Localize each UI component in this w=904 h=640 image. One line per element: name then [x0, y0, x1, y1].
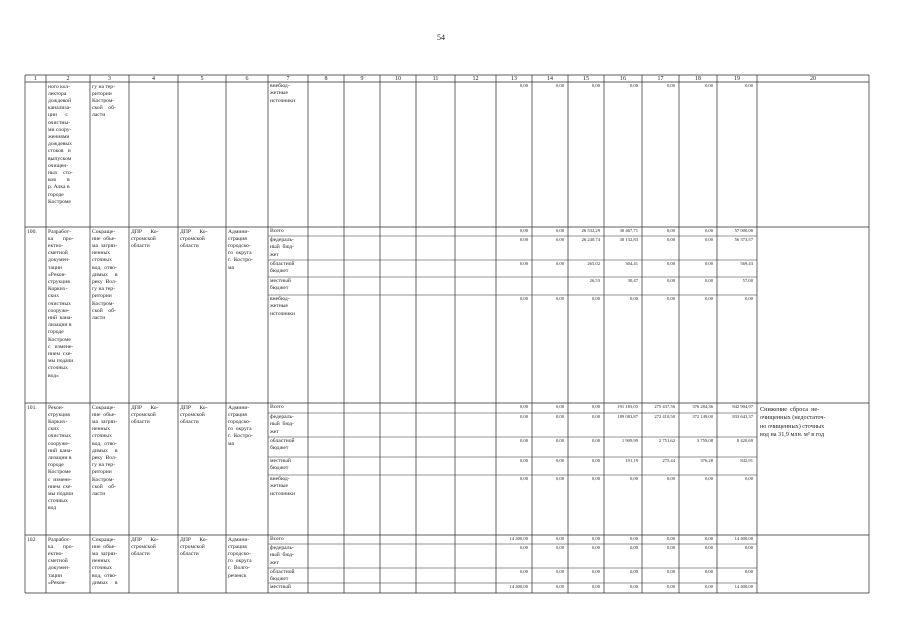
co-executor: ДПР Ко- стромской области	[180, 228, 208, 249]
responsible-executor: ДПР Ко- стромской области	[131, 404, 159, 425]
funding-value: 0,00	[744, 296, 753, 302]
funding-value: 0,00	[591, 414, 600, 420]
funding-value: 26 240,74	[581, 237, 600, 243]
measure-name: Разработ- ка про- ектно- сметной докумен- тации «Рекон- струкция Корких- ских очистных сооруже- ний кана- лизации в городе Костроме с измене- нием схе- мы подачи сточных вод»	[48, 228, 74, 379]
municipal-executor: Админи- страция городско- го округа г. Костро- ма	[228, 404, 253, 447]
funding-value: 842,91	[740, 458, 753, 464]
header-cell: 16	[620, 75, 626, 82]
funding-source-label: внебюд- жетные источники	[270, 296, 296, 317]
funding-value: 833 643,37	[732, 414, 753, 420]
measure-name: Рекон- струкция Корких- ских очистных сооруже- ний кана- лизации в городе Костроме с измене- нием схе- мы подачи сточных вод	[48, 404, 74, 512]
header-cell: 17	[657, 75, 664, 82]
header-cell: 6	[245, 75, 249, 82]
funding-source-label: местный бюджет	[270, 278, 291, 292]
funding-value: 191 183,05	[617, 404, 638, 410]
header-cell: 8	[324, 75, 328, 82]
header-cell: 20	[810, 75, 816, 82]
co-executor: ДПР Ко- стромской области	[180, 404, 208, 425]
funding-value: 0,00	[591, 296, 600, 302]
funding-value: 0,00	[704, 584, 713, 590]
funding-value: 376,28	[700, 458, 713, 464]
funding-value: 14 400,00	[734, 584, 753, 590]
funding-value: 0,00	[704, 228, 713, 234]
header-cell: 5	[200, 75, 204, 82]
funding-value: 376 284,36	[692, 404, 713, 410]
funding-value: 0,00	[519, 228, 528, 234]
row-number: 100.	[27, 228, 37, 235]
funding-value: 0,00	[629, 536, 638, 542]
header-cell: 3	[108, 75, 111, 82]
funding-value: 189 083,87	[617, 414, 638, 420]
funding-value: 0,00	[591, 536, 600, 542]
header-cell: 10	[395, 75, 401, 82]
funding-source-label: федераль- ный бюд- жет	[270, 237, 294, 258]
funding-value: 14 400,00	[734, 536, 753, 542]
funding-value: 569,43	[740, 261, 753, 267]
funding-value: 26,53	[589, 278, 600, 284]
header-cell: 7	[286, 75, 290, 82]
funding-value: 0,00	[555, 237, 564, 243]
funding-value: 0,00	[666, 228, 675, 234]
co-executor: ДПР Ко- стромской области	[180, 536, 208, 557]
funding-value: 0,00	[555, 536, 564, 542]
responsible-executor: ДПР Ко- стромской области	[131, 536, 159, 557]
header-cell: 18	[695, 75, 701, 82]
funding-source-label: областной бюджет	[270, 261, 295, 275]
header-cell: 14	[547, 75, 553, 82]
funding-value: 0,00	[704, 476, 713, 482]
funding-value: 275,44	[662, 458, 675, 464]
funding-value: 0,00	[555, 296, 564, 302]
row-number: 101.	[27, 404, 37, 411]
funding-source-label: местный	[270, 584, 291, 591]
funding-value: 842 904,97	[732, 404, 753, 410]
funding-value: 0,00	[666, 296, 675, 302]
funding-value: 57 000,00	[734, 228, 753, 234]
funding-value: 0,00	[744, 569, 753, 575]
funding-value: 0,00	[555, 83, 564, 89]
funding-value: 0,00	[666, 476, 675, 482]
funding-value: 0,00	[591, 545, 600, 551]
funding-value: 0,00	[591, 476, 600, 482]
funding-value: 0,00	[666, 237, 675, 243]
funding-value: 0,00	[555, 438, 564, 444]
funding-value: 0,00	[591, 83, 600, 89]
funding-value: 0,00	[629, 584, 638, 590]
funding-value: 0,00	[591, 458, 600, 464]
funding-value: 265,02	[587, 261, 600, 267]
funding-value: 2 751,62	[658, 438, 675, 444]
funding-value: 0,00	[519, 438, 528, 444]
funding-value: 0,00	[519, 458, 528, 464]
funding-value: 30,47	[627, 278, 638, 284]
funding-source-label: Всего	[270, 536, 284, 543]
funding-value: 0,00	[519, 296, 528, 302]
funding-value: 30 132,83	[619, 237, 638, 243]
funding-value: 0,00	[704, 237, 713, 243]
expected-result: Снижение сброса не- очищенных (недостаточ- но очищенных) сточных вод на 31,9 млн. м³ в год	[760, 405, 826, 439]
funding-value: 56 373,57	[734, 237, 753, 243]
responsible-executor: ДПР Ко- стромской области	[131, 228, 159, 249]
header-cell: 15	[583, 75, 589, 82]
funding-value: 0,00	[704, 261, 713, 267]
funding-value: 0,00	[744, 476, 753, 482]
funding-value: 1 909,99	[621, 438, 638, 444]
funding-value: 0,00	[519, 83, 528, 89]
header-cell: 13	[511, 75, 517, 82]
funding-source-label: Всего	[270, 228, 284, 235]
measure-goal: Сокраще- ние объе- ма загряз- ненных сточных вод, отво- димых в реку Вол- гу на тер- ритории Костром- ской об- ласти	[92, 228, 118, 321]
header-cell: 2	[66, 75, 70, 82]
funding-value: 0,00	[704, 296, 713, 302]
municipal-executor: Админи- страция городско- го округа г. Волго- реченск	[228, 536, 252, 579]
funding-value: 0,00	[666, 261, 675, 267]
funding-value: 0,00	[744, 83, 753, 89]
funding-value: 0,00	[666, 545, 675, 551]
funding-value: 0,00	[555, 261, 564, 267]
funding-value: 0,00	[666, 584, 675, 590]
measure-name: Разработ- ка про- ектно- сметной докумен- тации «Рекон-	[48, 536, 74, 586]
funding-value: 8 420,69	[736, 438, 753, 444]
funding-value: 0,00	[555, 569, 564, 575]
funding-value: 0,00	[555, 228, 564, 234]
funding-value: 14 400,00	[509, 536, 528, 542]
funding-value: 0,00	[519, 414, 528, 420]
measure-name: ного кол- лектора дождевой канализа- ции с очистны- ми соору- жениями дождевых стоков и выпуском очищен- ных сто- ков в р. Алка в городе Костроме	[48, 83, 73, 205]
funding-value: 0,00	[555, 404, 564, 410]
funding-value: 0,00	[555, 458, 564, 464]
page-number: 54	[437, 33, 445, 42]
funding-value: 0,00	[704, 545, 713, 551]
funding-source-label: федераль- ный бюд- жет	[270, 545, 294, 566]
funding-value: 0,00	[629, 569, 638, 575]
funding-value: 0,00	[704, 536, 713, 542]
funding-value: 0,00	[555, 414, 564, 420]
row-number: 102.	[27, 536, 37, 543]
funding-value: 14 400,00	[509, 584, 528, 590]
funding-value: 0,00	[629, 545, 638, 551]
funding-value: 0,00	[555, 584, 564, 590]
funding-value: 57,00	[742, 278, 753, 284]
funding-source-label: местный бюджет	[270, 458, 291, 472]
funding-source-label: внебюд- жетные источники	[270, 476, 296, 497]
funding-value: 0,00	[666, 536, 675, 542]
funding-source-label: внебюд- жетные источники	[270, 83, 296, 104]
funding-value: 0,00	[519, 476, 528, 482]
funding-value: 0,00	[591, 438, 600, 444]
header-cell: 19	[734, 75, 740, 82]
measure-goal: гу на тер- ритории Костром- ской об- ласти	[92, 83, 116, 119]
funding-value: 304,41	[625, 261, 638, 267]
funding-value: 0,00	[666, 278, 675, 284]
header-cell: 12	[472, 75, 479, 82]
funding-value: 0,00	[629, 296, 638, 302]
funding-value: 372 149,00	[692, 414, 713, 420]
header-cell: 11	[432, 75, 439, 82]
funding-source-label: федераль- ный бюд- жет	[270, 414, 294, 435]
funding-value: 0,00	[591, 404, 600, 410]
funding-value: 0,00	[666, 569, 675, 575]
funding-value: 0,00	[744, 545, 753, 551]
funding-value: 0,00	[629, 476, 638, 482]
funding-value: 30 467,71	[619, 228, 638, 234]
funding-value: 0,00	[519, 237, 528, 243]
funding-value: 0,00	[666, 83, 675, 89]
funding-value: 275 437,56	[654, 404, 675, 410]
funding-value: 191,19	[625, 458, 638, 464]
funding-value: 272 410,50	[654, 414, 675, 420]
measure-goal: Сокраще- ние объе- ма загряз- ненных сточных вод, отво- димых в реку Вол- гу на тер- ритории Костром- ской об- ласти	[92, 404, 118, 497]
funding-value: 0,00	[704, 83, 713, 89]
funding-value: 26 532,29	[581, 228, 600, 234]
funding-source-label: областной бюджет	[270, 438, 295, 452]
funding-value: 0,00	[555, 476, 564, 482]
header-cell: 9	[360, 75, 364, 82]
funding-source-label: областной бюджет	[270, 569, 295, 583]
funding-value: 0,00	[519, 545, 528, 551]
header-cell: 4	[152, 75, 155, 82]
funding-value: 0,00	[555, 545, 564, 551]
funding-value: 0,00	[591, 569, 600, 575]
funding-value: 0,00	[704, 569, 713, 575]
measure-goal: Сокраще- ние объе- ма загряз- ненных сточных вод, отво- димых в	[92, 536, 118, 586]
municipal-executor: Админи- страция городско- го округа г. Костро- ма	[228, 228, 253, 271]
header-cell: 1	[34, 75, 37, 82]
funding-value: 0,00	[519, 404, 528, 410]
funding-value: 3 759,08	[696, 438, 713, 444]
funding-value: 0,00	[519, 261, 528, 267]
funding-value: 0,00	[704, 278, 713, 284]
funding-value: 0,00	[591, 584, 600, 590]
funding-value: 0,00	[629, 83, 638, 89]
funding-value: 0,00	[519, 569, 528, 575]
funding-source-label: Всего	[270, 404, 284, 411]
